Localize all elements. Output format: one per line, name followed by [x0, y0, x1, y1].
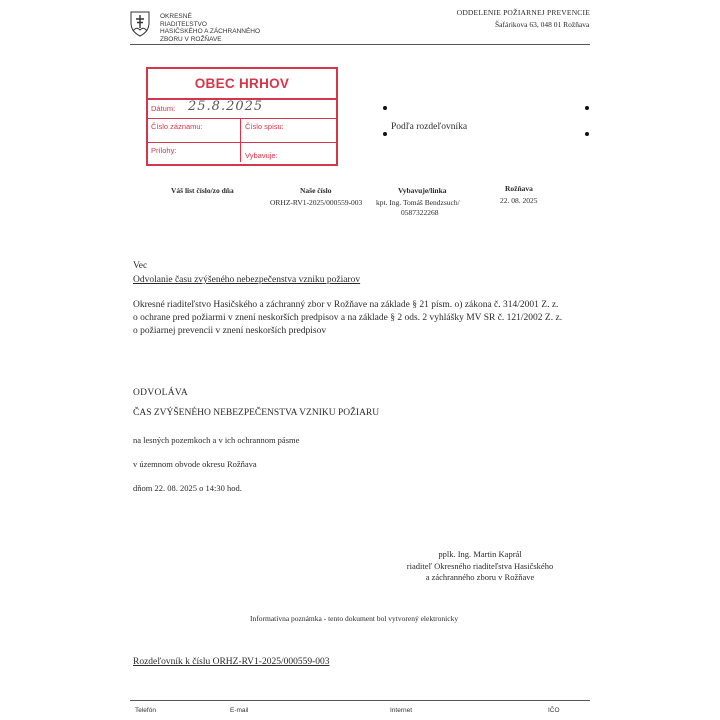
- stamp-title: OBEC HRHOV: [194, 76, 290, 91]
- recipient: Podľa rozdeľovníka: [391, 122, 468, 132]
- footer-ico: IČO: [548, 707, 560, 714]
- signature-role: a záchranného zboru v Rožňave: [425, 572, 535, 582]
- stamp-divider: [148, 142, 336, 143]
- stamp-datum-value: 25.8.2025: [188, 99, 264, 114]
- footer-email: E-mail: [230, 707, 249, 714]
- window-mark: [585, 106, 589, 110]
- window-mark: [383, 106, 387, 110]
- org-line: OKRESNÉ: [160, 13, 192, 20]
- vec-label: Vec: [133, 261, 148, 271]
- signature-name: pplk. Ing. Martin Kaprál: [438, 549, 522, 559]
- window-mark: [383, 132, 387, 136]
- header-rule: [130, 44, 590, 45]
- paragraph-line: Okresné riaditeľstvo Hasičského a záchranný zbor v Rožňave na základe § 21 písm. o) zákona č. 314/2001 Z. z.: [133, 300, 559, 310]
- ref-header-nase-cislo: Naše číslo: [300, 186, 332, 195]
- line-area: na lesných pozemkoch a v ich ochrannom pásme: [133, 435, 300, 445]
- odvolava: ODVOLÁVA: [133, 388, 189, 398]
- body-paragraph: [133, 299, 603, 338]
- stamp-cislo-spisu-label: Číslo spisu:: [245, 122, 284, 131]
- stamp-divider: [240, 119, 241, 162]
- line-date: dňom 22. 08. 2025 o 14:30 hod.: [133, 483, 242, 493]
- ref-date: 22. 08. 2025: [500, 196, 538, 205]
- header: [0, 0, 720, 50]
- org-line: RIADITEĽSTVO: [160, 20, 207, 28]
- intake-stamp: [146, 67, 338, 166]
- paragraph-line: o ochrane pred požiarmi v znení neskorších predpisov a na základe § 2 ods. 2 vyhlášky MV SR č. 121/2002 Z. z.: [133, 313, 563, 323]
- stamp-divider: [148, 118, 336, 119]
- org-name: [160, 13, 260, 43]
- org-line: ZBORU V ROŽŇAVE: [160, 35, 222, 43]
- stamp-cislo-zaznamu-label: Číslo záznamu:: [151, 122, 203, 131]
- footer-telefon: Telefón: [135, 707, 156, 714]
- department: ODDELENIE POŽIARNEJ PREVENCIE: [456, 8, 590, 17]
- ref-vybavuje-line2: 0587322268: [401, 208, 439, 217]
- ref-header-vas-list: Váš list číslo/zo dňa: [171, 186, 234, 195]
- stamp-prilohy-label: Prílohy:: [151, 146, 177, 155]
- electronic-note: Informatívna poznámka - tento dokument bol vytvorený elektronicky: [250, 614, 459, 623]
- stamp-datum-label: Dátum:: [151, 104, 176, 113]
- ref-header-vybavuje: Vybavuje/linka: [398, 186, 447, 195]
- signature-block: [380, 549, 580, 584]
- subject: Odvolanie času zvýšeného nebezpečenstva vzniku požiarov: [133, 275, 361, 285]
- cas-heading: ČAS ZVÝŠENÉHO NEBEZPEČENSTVA VZNIKU POŽIARU: [133, 408, 380, 418]
- ref-header-city: Rožňava: [505, 184, 533, 193]
- paragraph-line: o požiarnej prevencii v znení neskorších predpisov: [133, 326, 327, 336]
- signature-role: riaditeľ Okresného riaditeľstva Hasičského: [406, 560, 554, 571]
- footer-rule: [130, 700, 590, 701]
- distribution-list: Rozdeľovník k číslu ORHZ-RV1-2025/000559-003: [133, 657, 330, 667]
- address: Šafárikova 63, 048 01 Rožňava: [495, 20, 590, 29]
- coat-of-arms-icon: [130, 11, 150, 37]
- footer-internet: Internet: [390, 707, 413, 714]
- stamp-vybavuje-label: Vybavuje:: [245, 151, 278, 160]
- line-region: v územnom obvode okresu Rožňava: [133, 459, 257, 469]
- ref-vybavuje-line1: kpt. Ing. Tomáš Bendzsuch/: [376, 198, 460, 207]
- ref-nase-cislo: ORHZ-RV1-2025/000559-003: [270, 198, 363, 207]
- org-line: HASIČSKÉHO A ZÁCHRANNÉHO: [160, 28, 261, 36]
- window-mark: [585, 132, 589, 136]
